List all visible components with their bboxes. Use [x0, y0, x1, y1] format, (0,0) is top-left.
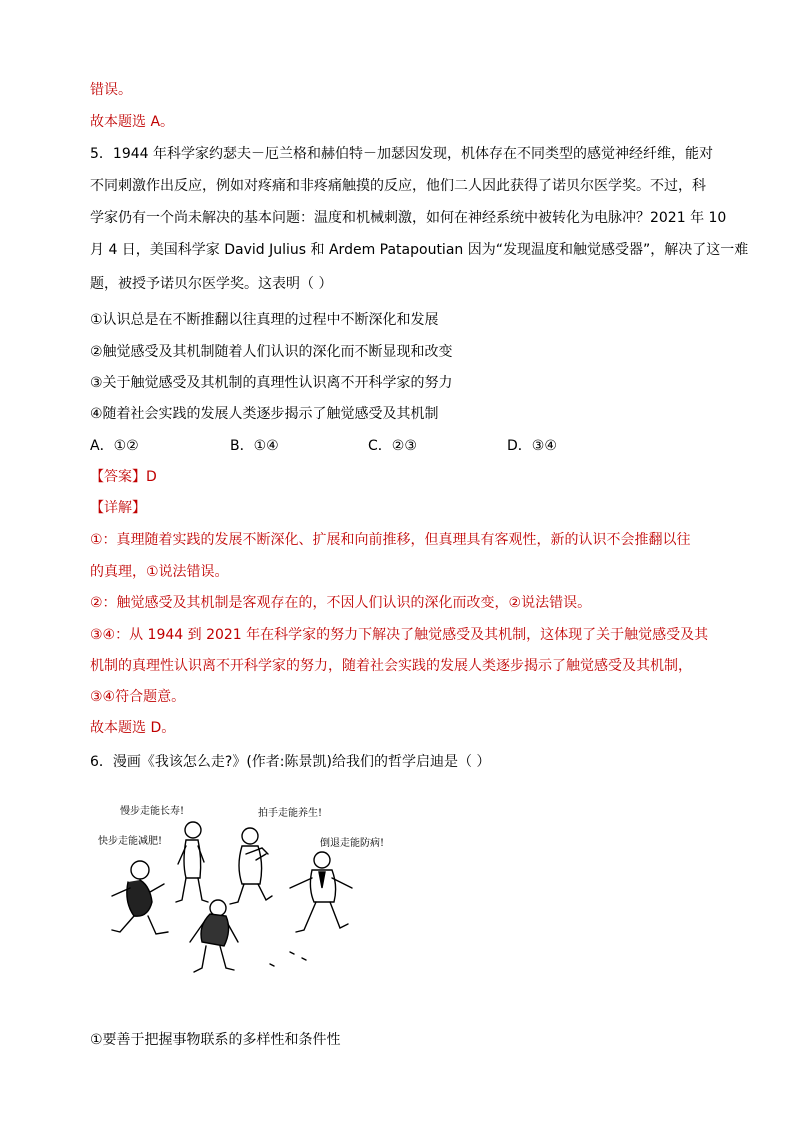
q5-option-c: C．②③: [368, 438, 417, 454]
q5-answer: 【答案】D: [90, 469, 157, 485]
q6-stem: 6．漫画《我该怎么走?》(作者:陈景凯)给我们的哲学启迪是（ ）: [90, 754, 491, 770]
q5-explanation-line: ③④符合题意。: [90, 689, 186, 705]
q5-option-a: A．①②: [90, 438, 139, 454]
cartoon-image: [90, 792, 385, 987]
q5-item: ④随着社会实践的发展人类逐步揭示了触觉感受及其机制: [90, 406, 439, 422]
prev-explanation-tail: 错误。: [90, 82, 132, 98]
q5-stem-line: 学家仍有一个尚未解决的基本问题：温度和机械刺激，如何在神经系统中被转化为电脉冲？2021 年 10: [90, 210, 727, 226]
cartoon-caption: 倒退走能防病!: [320, 838, 385, 849]
q5-item: ②触觉感受及其机制随着人们认识的深化而不断显现和改变: [90, 344, 453, 360]
q5-explanation-line: ①：真理随着实践的发展不断深化、扩展和向前推移，但真理具有客观性，新的认识不会推翻以往: [90, 532, 691, 548]
q5-option-b: B．①④: [230, 438, 279, 454]
q5-stem-line: 5．1944 年科学家约瑟夫－厄兰格和赫伯特－加瑟因发现，机体存在不同类型的感觉神经纤维，能对: [90, 146, 713, 162]
q5-explanation-line: 的真理，①说法错误。: [90, 564, 229, 580]
cartoon-caption: 拍手走能养生!: [258, 808, 323, 819]
q5-explanation-line: ③④：从 1944 到 2021 年在科学家的努力下解决了触觉感受及其机制，这体现了关于触觉感受及其: [90, 627, 709, 643]
q5-option-d: D．③④: [507, 438, 557, 454]
cartoon-caption: 慢步走能长寿!: [120, 806, 185, 817]
cartoon-drawing: [90, 792, 380, 987]
q5-conclusion: 故本题选 D。: [90, 720, 176, 736]
q5-explanation-line: ②：触觉感受及其机制是客观存在的，不因人们认识的深化而改变，②说法错误。: [90, 595, 592, 611]
cartoon-caption: 快步走能减肥!: [98, 836, 163, 847]
q5-stem-line: 题，被授予诺贝尔医学奖。这表明（ ）: [90, 276, 333, 292]
prev-conclusion: 故本题选 A。: [90, 114, 175, 130]
q5-stem-line: 月 4 日，美国科学家 David Julius 和 Ardem Patapoutian 因为“发现温度和触觉感受器”，解决了这一难: [90, 242, 749, 258]
q5-item: ③关于触觉感受及其机制的真理性认识离不开科学家的努力: [90, 375, 453, 391]
q5-detail-label: 【详解】: [90, 500, 146, 516]
q5-explanation-line: 机制的真理性认识离不开科学家的努力，随着社会实践的发展人类逐步揭示了触觉感受及其机制，: [90, 658, 692, 674]
q5-item: ①认识总是在不断推翻以往真理的过程中不断深化和发展: [90, 312, 439, 328]
q6-item: ①要善于把握事物联系的多样性和条件性: [90, 1032, 341, 1048]
q5-stem-line: 不同刺激作出反应，例如对疼痛和非疼痛触摸的反应，他们二人因此获得了诺贝尔医学奖。不过，科: [90, 178, 706, 194]
